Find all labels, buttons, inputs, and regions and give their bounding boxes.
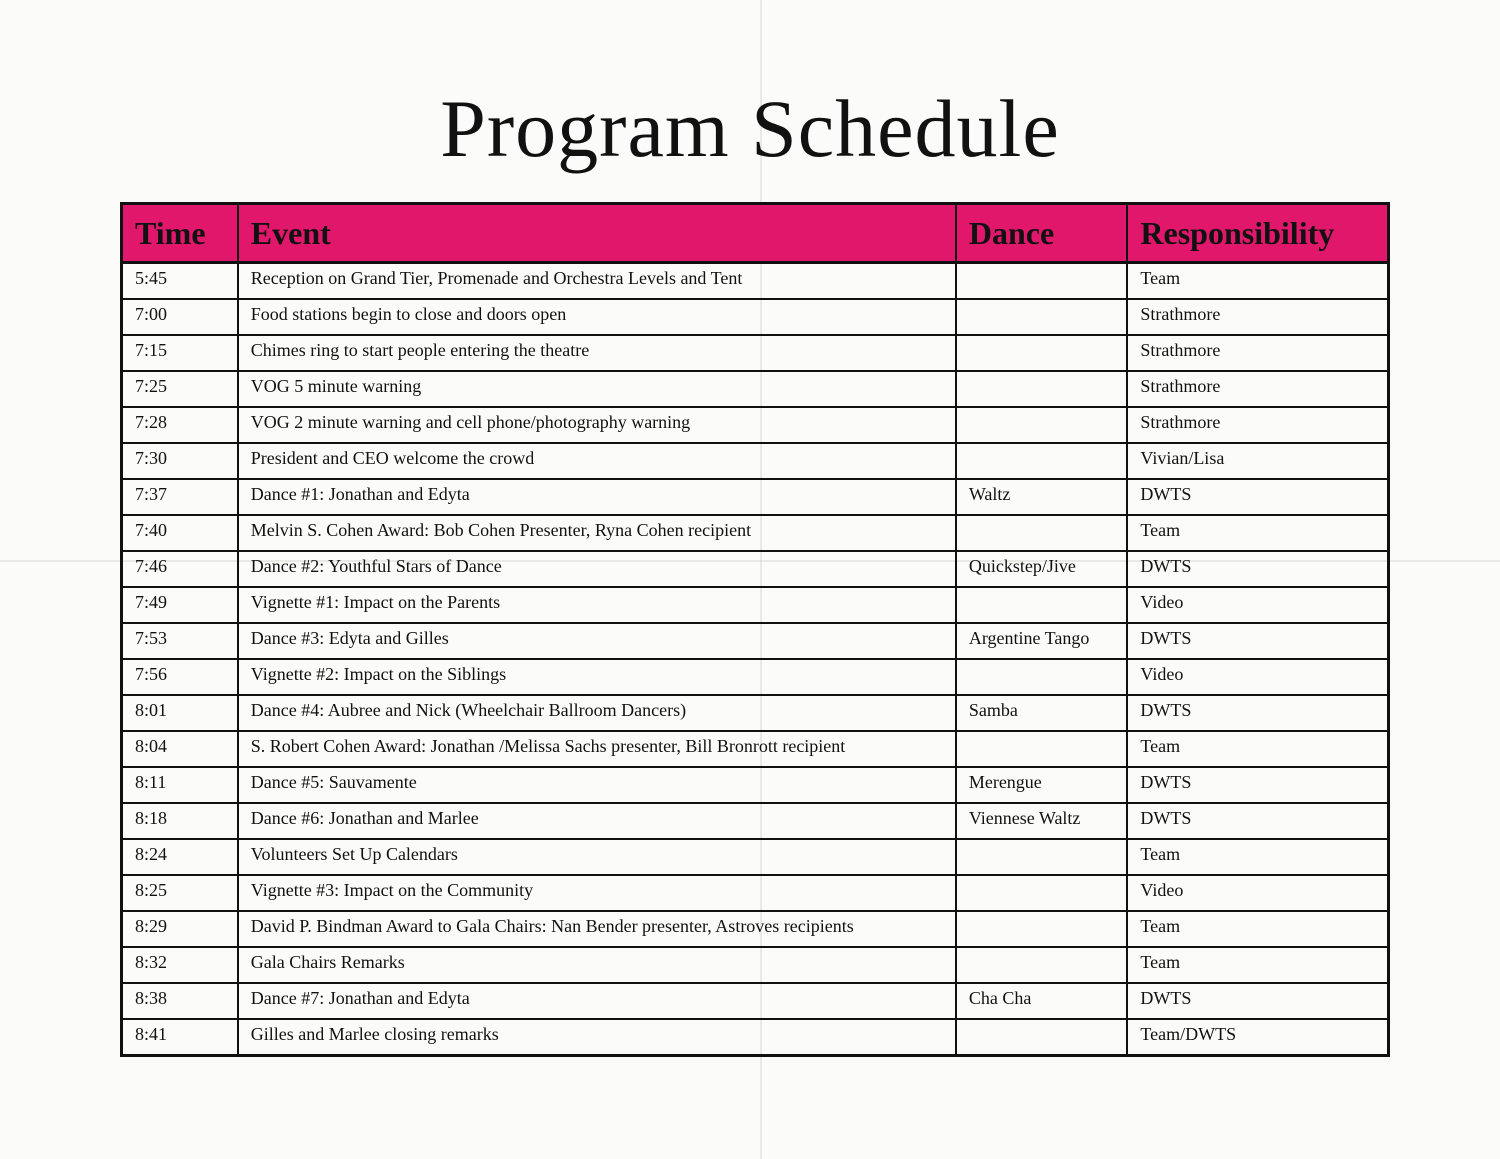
cell-event: Gala Chairs Remarks — [238, 947, 956, 983]
cell-dance — [956, 911, 1128, 947]
schedule-table — [120, 202, 1390, 1057]
cell-time: 8:25 — [122, 875, 238, 911]
cell-time: 8:29 — [122, 911, 238, 947]
cell-dance — [956, 587, 1128, 623]
cell-responsibility: DWTS — [1127, 479, 1388, 515]
table-row — [122, 947, 1389, 983]
table-row — [122, 551, 1389, 587]
cell-dance — [956, 659, 1128, 695]
cell-dance — [956, 515, 1128, 551]
cell-responsibility: Team — [1127, 911, 1388, 947]
cell-event: Dance #7: Jonathan and Edyta — [238, 983, 956, 1019]
table-row — [122, 767, 1389, 803]
header-responsibility: Responsibility — [1127, 204, 1388, 263]
cell-responsibility: Strathmore — [1127, 407, 1388, 443]
table-row — [122, 803, 1389, 839]
cell-event: Gilles and Marlee closing remarks — [238, 1019, 956, 1056]
cell-event: President and CEO welcome the crowd — [238, 443, 956, 479]
cell-event: Vignette #3: Impact on the Community — [238, 875, 956, 911]
cell-time: 7:40 — [122, 515, 238, 551]
cell-responsibility: Team — [1127, 947, 1388, 983]
cell-time: 8:41 — [122, 1019, 238, 1056]
table-row — [122, 335, 1389, 371]
table-row — [122, 299, 1389, 335]
cell-event: Food stations begin to close and doors open — [238, 299, 956, 335]
cell-dance: Waltz — [956, 479, 1128, 515]
table-row — [122, 695, 1389, 731]
cell-event: Dance #4: Aubree and Nick (Wheelchair Ballroom Dancers) — [238, 695, 956, 731]
cell-dance — [956, 335, 1128, 371]
cell-event: Vignette #2: Impact on the Siblings — [238, 659, 956, 695]
header-dance: Dance — [956, 204, 1128, 263]
cell-time: 7:37 — [122, 479, 238, 515]
page-title: Program Schedule — [440, 83, 1060, 174]
table-row — [122, 731, 1389, 767]
table-row — [122, 515, 1389, 551]
cell-responsibility: DWTS — [1127, 767, 1388, 803]
table-row — [122, 659, 1389, 695]
cell-time: 8:38 — [122, 983, 238, 1019]
table-body — [122, 263, 1389, 1056]
cell-event: Melvin S. Cohen Award: Bob Cohen Presenter, Ryna Cohen recipient — [238, 515, 956, 551]
cell-dance — [956, 839, 1128, 875]
table-row — [122, 623, 1389, 659]
cell-responsibility: Strathmore — [1127, 371, 1388, 407]
table-row — [122, 443, 1389, 479]
table-row — [122, 839, 1389, 875]
cell-responsibility: Team — [1127, 515, 1388, 551]
cell-dance — [956, 443, 1128, 479]
cell-time: 7:15 — [122, 335, 238, 371]
cell-time: 8:32 — [122, 947, 238, 983]
table-row — [122, 983, 1389, 1019]
cell-dance — [956, 407, 1128, 443]
cell-responsibility: Team/DWTS — [1127, 1019, 1388, 1056]
cell-dance: Cha Cha — [956, 983, 1128, 1019]
cell-dance — [956, 875, 1128, 911]
cell-time: 8:04 — [122, 731, 238, 767]
cell-time: 5:45 — [122, 263, 238, 300]
cell-dance: Viennese Waltz — [956, 803, 1128, 839]
cell-responsibility: Strathmore — [1127, 335, 1388, 371]
cell-responsibility: DWTS — [1127, 983, 1388, 1019]
cell-event: S. Robert Cohen Award: Jonathan /Melissa Sachs presenter, Bill Bronrott recipient — [238, 731, 956, 767]
cell-dance: Argentine Tango — [956, 623, 1128, 659]
cell-event: VOG 5 minute warning — [238, 371, 956, 407]
header-event: Event — [238, 204, 956, 263]
cell-time: 7:30 — [122, 443, 238, 479]
cell-time: 7:49 — [122, 587, 238, 623]
cell-event: Dance #1: Jonathan and Edyta — [238, 479, 956, 515]
table-row — [122, 371, 1389, 407]
cell-dance — [956, 947, 1128, 983]
cell-event: Volunteers Set Up Calendars — [238, 839, 956, 875]
cell-responsibility: DWTS — [1127, 551, 1388, 587]
cell-time: 7:28 — [122, 407, 238, 443]
cell-responsibility: DWTS — [1127, 695, 1388, 731]
table-row — [122, 587, 1389, 623]
cell-time: 8:18 — [122, 803, 238, 839]
table-row — [122, 479, 1389, 515]
cell-time: 7:25 — [122, 371, 238, 407]
cell-event: Dance #2: Youthful Stars of Dance — [238, 551, 956, 587]
cell-event: Dance #6: Jonathan and Marlee — [238, 803, 956, 839]
header-time: Time — [122, 204, 238, 263]
cell-time: 8:11 — [122, 767, 238, 803]
cell-responsibility: Strathmore — [1127, 299, 1388, 335]
cell-responsibility: Team — [1127, 731, 1388, 767]
table-row — [122, 263, 1389, 300]
cell-event: Vignette #1: Impact on the Parents — [238, 587, 956, 623]
cell-responsibility: DWTS — [1127, 803, 1388, 839]
cell-time: 8:01 — [122, 695, 238, 731]
cell-time: 7:00 — [122, 299, 238, 335]
cell-time: 8:24 — [122, 839, 238, 875]
table-row — [122, 1019, 1389, 1056]
cell-dance — [956, 371, 1128, 407]
cell-dance: Quickstep/Jive — [956, 551, 1128, 587]
table-row — [122, 407, 1389, 443]
cell-event: Dance #3: Edyta and Gilles — [238, 623, 956, 659]
cell-dance — [956, 299, 1128, 335]
table-header-row — [122, 204, 1389, 263]
cell-dance: Samba — [956, 695, 1128, 731]
cell-event: David P. Bindman Award to Gala Chairs: Nan Bender presenter, Astroves recipients — [238, 911, 956, 947]
cell-event: Reception on Grand Tier, Promenade and Orchestra Levels and Tent — [238, 263, 956, 300]
cell-dance: Merengue — [956, 767, 1128, 803]
cell-time: 7:56 — [122, 659, 238, 695]
cell-responsibility: DWTS — [1127, 623, 1388, 659]
cell-dance — [956, 731, 1128, 767]
cell-event: Chimes ring to start people entering the theatre — [238, 335, 956, 371]
cell-dance — [956, 263, 1128, 300]
table-row — [122, 911, 1389, 947]
cell-event: Dance #5: Sauvamente — [238, 767, 956, 803]
cell-responsibility: Team — [1127, 839, 1388, 875]
table-row — [122, 875, 1389, 911]
cell-responsibility: Video — [1127, 587, 1388, 623]
cell-responsibility: Video — [1127, 659, 1388, 695]
cell-time: 7:46 — [122, 551, 238, 587]
cell-time: 7:53 — [122, 623, 238, 659]
cell-responsibility: Team — [1127, 263, 1388, 300]
cell-responsibility: Vivian/Lisa — [1127, 443, 1388, 479]
cell-event: VOG 2 minute warning and cell phone/photography warning — [238, 407, 956, 443]
cell-dance — [956, 1019, 1128, 1056]
cell-responsibility: Video — [1127, 875, 1388, 911]
